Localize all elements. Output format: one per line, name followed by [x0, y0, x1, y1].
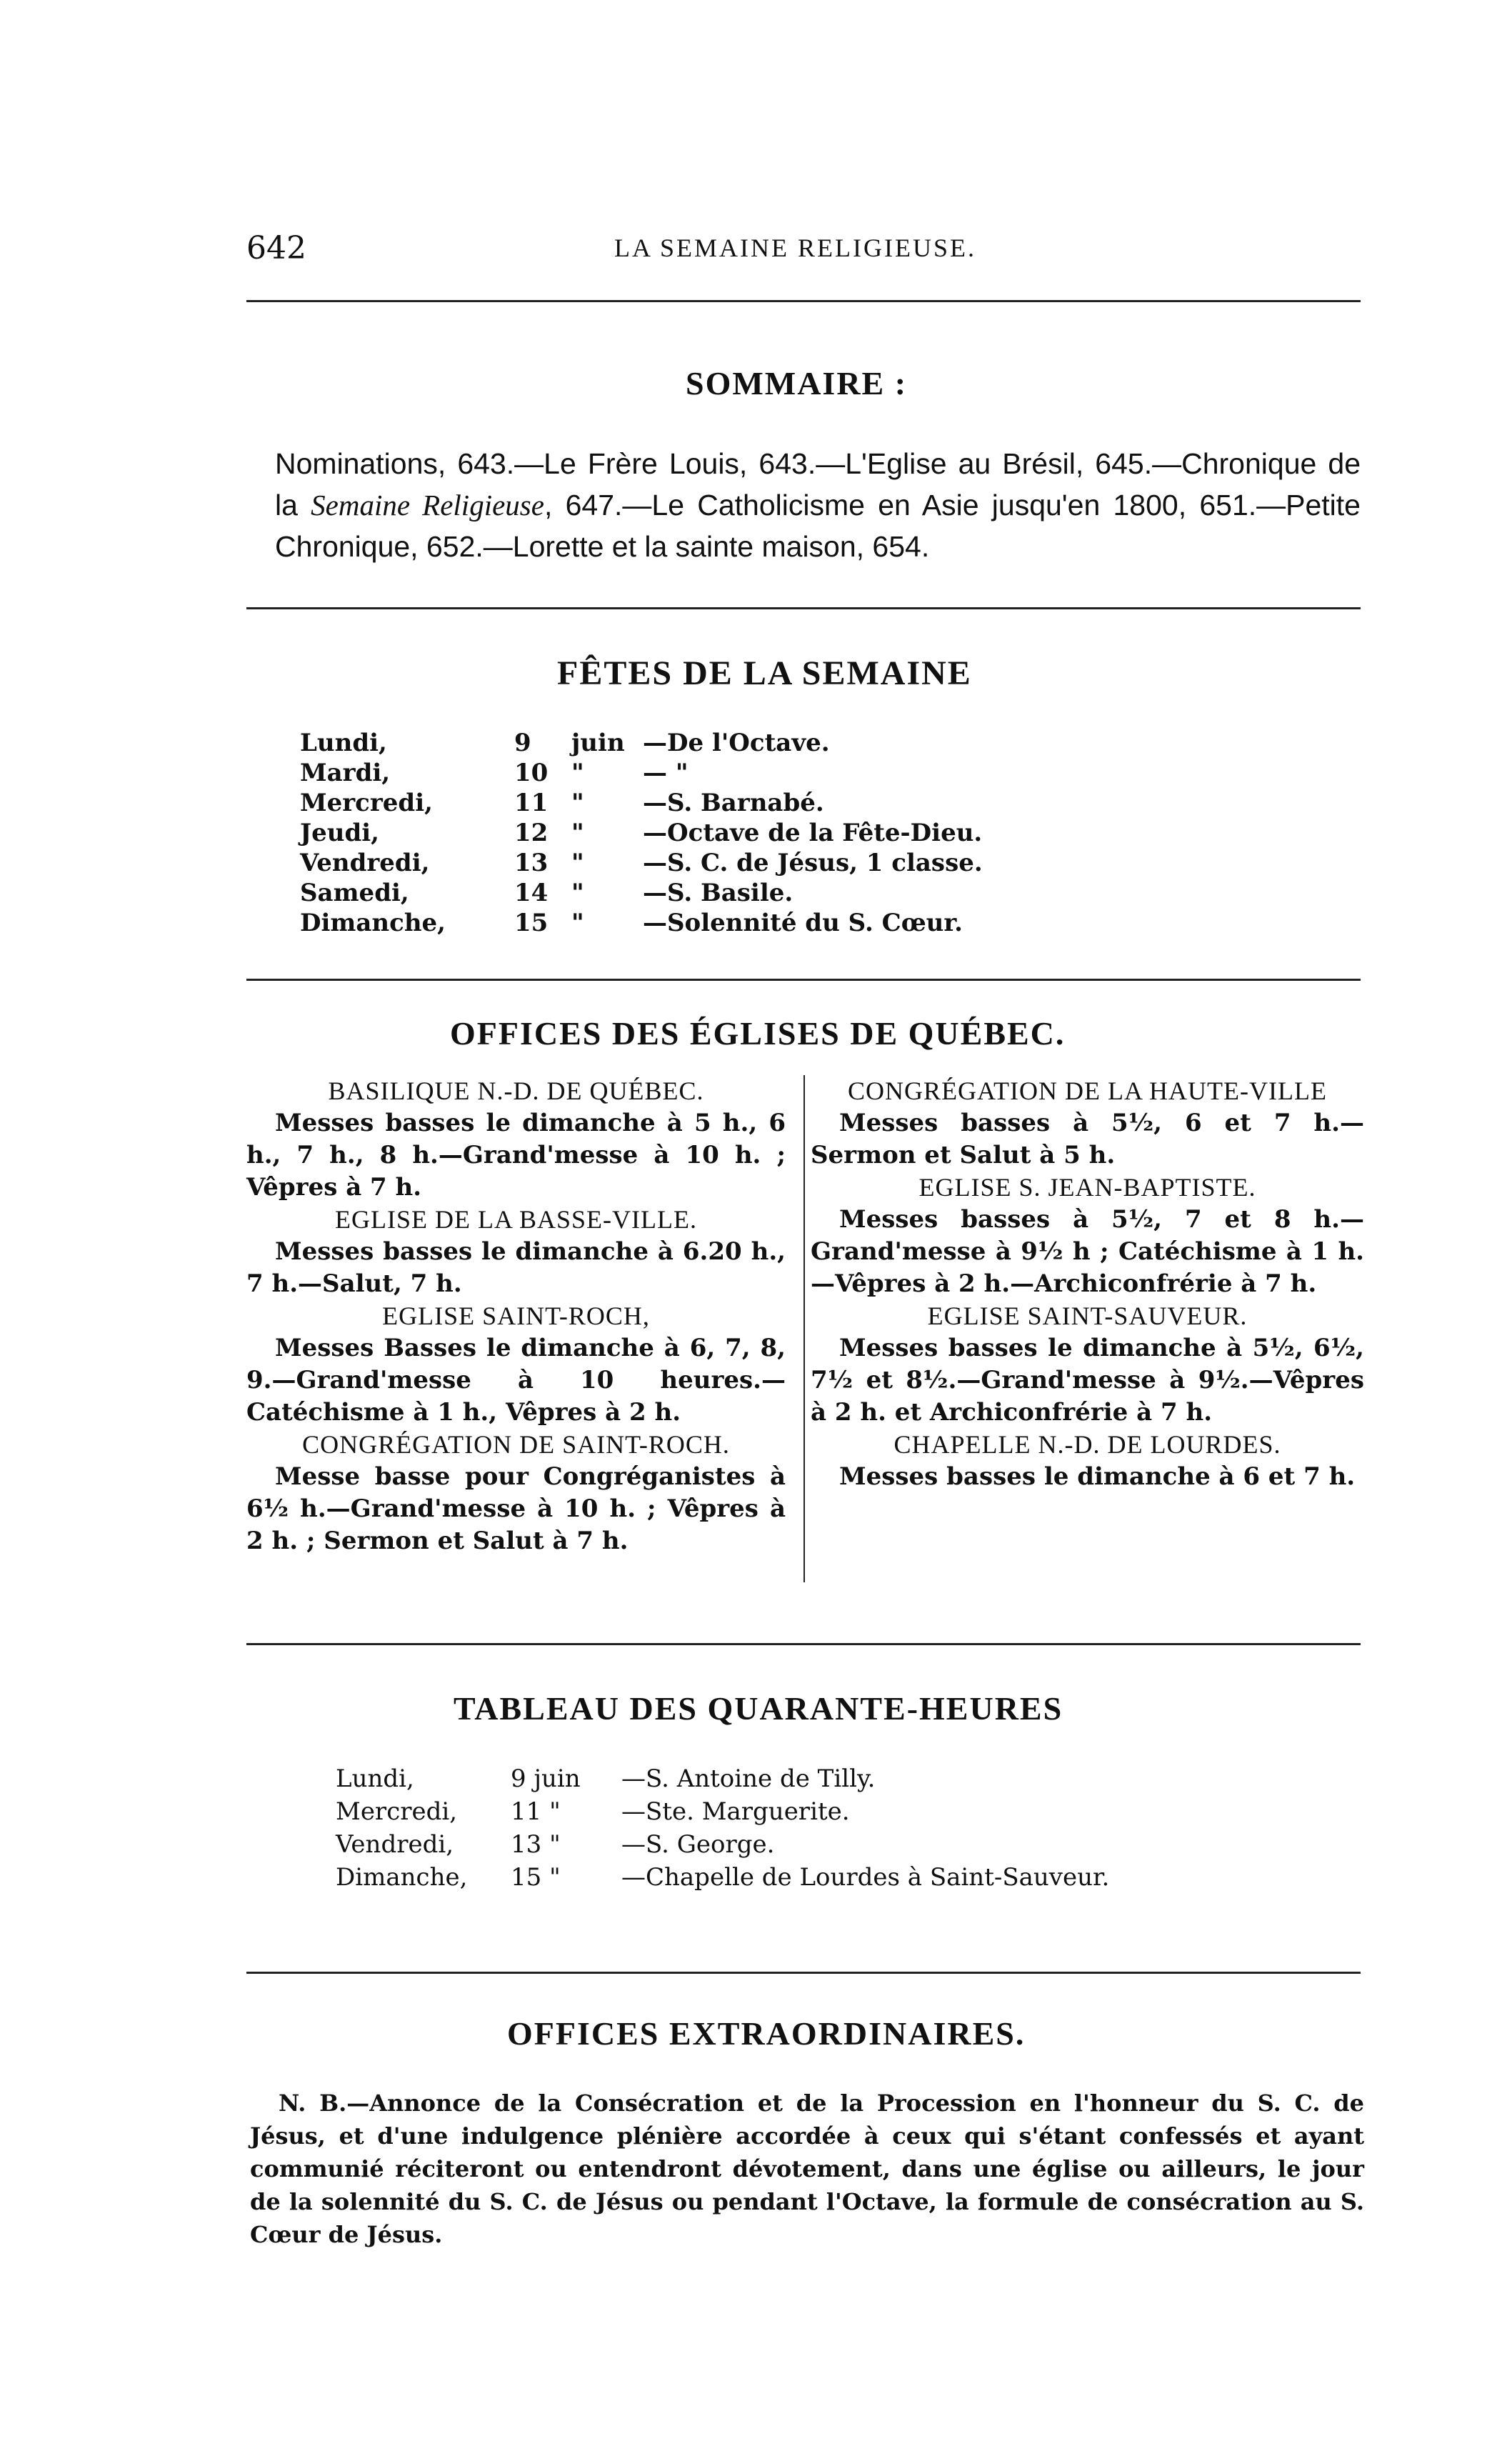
fete-day: Lundi, — [300, 729, 387, 757]
fete-feast: —Octave de la Fête-Dieu. — [643, 819, 983, 847]
qh-church: —Chapelle de Lourdes à Saint-Sauveur. — [621, 1863, 1110, 1892]
church-schedule: Messes basses le dimanche à 5 h., 6 h., 7 h., 8 h.—Grand'messe à 10 h. ; Vêpres à 7 h. — [246, 1109, 786, 1202]
church-heading: CONGRÉGATION DE SAINT-ROCH. — [302, 1430, 730, 1459]
church-heading: CHAPELLE N.-D. DE LOURDES. — [893, 1430, 1281, 1459]
church-heading: BASILIQUE N.-D. DE QUÉBEC. — [328, 1077, 704, 1105]
fete-month: " — [571, 879, 584, 907]
church-schedule: Messes basses à 5½, 7 et 8 h.—Grand'messe à 9½ h ; Catéchisme à 1 h.—Vêpres à 2 h.—Archiconfrérie à 7 h. — [811, 1205, 1364, 1298]
church-heading: EGLISE SAINT-SAUVEUR. — [927, 1302, 1248, 1330]
qh-date: 15 " — [511, 1863, 561, 1892]
fetes-title: FÊTES DE LA SEMAINE — [557, 654, 972, 692]
fete-num: 11 — [514, 789, 549, 817]
qh-church: —S. Antoine de Tilly. — [621, 1764, 876, 1793]
column-divider — [803, 1075, 805, 1582]
quarante-heures-title: TABLEAU DES QUARANTE-HEURES — [454, 1690, 1063, 1727]
qh-day: Vendredi, — [336, 1830, 454, 1859]
qh-church: —Ste. Marguerite. — [621, 1797, 850, 1826]
header-rule — [246, 300, 1361, 302]
fete-feast: —S. Barnabé. — [643, 789, 824, 817]
church-schedule: Messes basses à 5½, 6 et 7 h.—Sermon et Salut à 5 h. — [811, 1109, 1364, 1169]
sommaire-title: SOMMAIRE : — [686, 365, 908, 401]
offices-right-column — [811, 1075, 1364, 1493]
fete-num: 9 — [514, 729, 531, 757]
fete-day: Samedi, — [300, 879, 409, 907]
running-title: LA SEMAINE RELIGIEUSE. — [614, 234, 976, 262]
offices-rule — [246, 1643, 1361, 1645]
church-heading: EGLISE SAINT-ROCH, — [382, 1302, 650, 1330]
fete-num: 13 — [514, 849, 549, 877]
fete-month: " — [571, 819, 584, 847]
fete-feast: —S. Basile. — [643, 879, 793, 907]
sommaire-text — [275, 443, 1361, 567]
qh-day: Lundi, — [336, 1764, 414, 1793]
fete-day: Dimanche, — [300, 909, 446, 937]
fete-day: Mardi, — [300, 759, 391, 787]
sommaire-text-italic: Semaine Religieuse — [311, 489, 544, 521]
church-heading: EGLISE S. JEAN-BAPTISTE. — [918, 1173, 1256, 1202]
qh-date: 11 " — [511, 1797, 561, 1826]
offices-left-column — [246, 1075, 786, 1557]
fete-month: " — [571, 759, 584, 787]
fete-day: Jeudi, — [300, 819, 379, 847]
fete-month: " — [571, 909, 584, 937]
sommaire-rule — [246, 607, 1361, 609]
fete-feast: — " — [643, 759, 689, 787]
fetes-rule — [246, 979, 1361, 981]
church-schedule: Messes basses le dimanche à 6.20 h., 7 h.—Salut, 7 h. — [246, 1237, 786, 1298]
qh-date: 9 juin — [511, 1764, 581, 1793]
fete-num: 10 — [514, 759, 549, 787]
fete-num: 14 — [514, 879, 549, 907]
church-heading: CONGRÉGATION DE LA HAUTE-VILLE — [848, 1077, 1327, 1105]
church-schedule: Messes basses le dimanche à 6 et 7 h. — [839, 1462, 1356, 1491]
fete-day: Vendredi, — [300, 849, 430, 877]
church-schedule: Messes Basses le dimanche à 6, 7, 8, 9.—Grand'messe à 10 heures.—Catéchisme à 1 h., Vêpres à 2 h. — [246, 1334, 786, 1427]
fete-month: " — [571, 789, 584, 817]
fete-num: 12 — [514, 819, 549, 847]
fete-feast: —De l'Octave. — [643, 729, 830, 757]
sommaire-text-part2: , 647.—Le Catholicisme en Asie jusqu'en 1800, 651.—Petite Chronique, 652.—Lorette et la sainte maison, 654. — [275, 489, 1361, 563]
church-schedule: Messe basse pour Congréganistes à 6½ h.—Grand'messe à 10 h. ; Vêpres à 2 h. ; Sermon et Salut à 7 h. — [246, 1462, 786, 1555]
church-schedule: Messes basses le dimanche à 5½, 6½, 7½ et 8½.—Grand'messe à 9½.—Vêpres à 2 h. et Archiconfrérie à 7 h. — [811, 1334, 1364, 1427]
quarante-heures-rule — [246, 1972, 1361, 1974]
fete-num: 15 — [514, 909, 549, 937]
page-number: 642 — [246, 230, 306, 266]
qh-date: 13 " — [511, 1830, 561, 1859]
qh-day: Mercredi, — [336, 1797, 458, 1826]
extraordinaires-text: N. B.—Annonce de la Consécration et de la Procession en l'honneur du S. C. de Jésus, et d'une indulgence plénière accordée à ceux qui s'étant confessés et ayant communié réciteront ou entendront dévotement, dans une église ou ailleurs, le jour de la solennité du S. C. de Jésus ou pendant l'Octave, la formule de consécration au S. Cœur de Jésus. — [250, 2090, 1364, 2248]
fete-feast: —Solennité du S. Cœur. — [643, 909, 963, 937]
fete-month: juin — [571, 729, 625, 757]
fete-day: Mercredi, — [300, 789, 433, 817]
offices-title: OFFICES DES ÉGLISES DE QUÉBEC. — [450, 1015, 1066, 1052]
extraordinaires-title: OFFICES EXTRAORDINAIRES. — [507, 2015, 1026, 2052]
church-heading: EGLISE DE LA BASSE-VILLE. — [335, 1205, 697, 1234]
qh-day: Dimanche, — [336, 1863, 468, 1892]
fete-month: " — [571, 849, 584, 877]
sommaire-text-part1: Nominations, 643.—Le Frère Louis, 643.—L'Eglise au Brésil, 645.—Chronique de la — [275, 447, 1361, 521]
qh-church: —S. George. — [621, 1830, 775, 1859]
fete-feast: —S. C. de Jésus, 1 classe. — [643, 849, 983, 877]
